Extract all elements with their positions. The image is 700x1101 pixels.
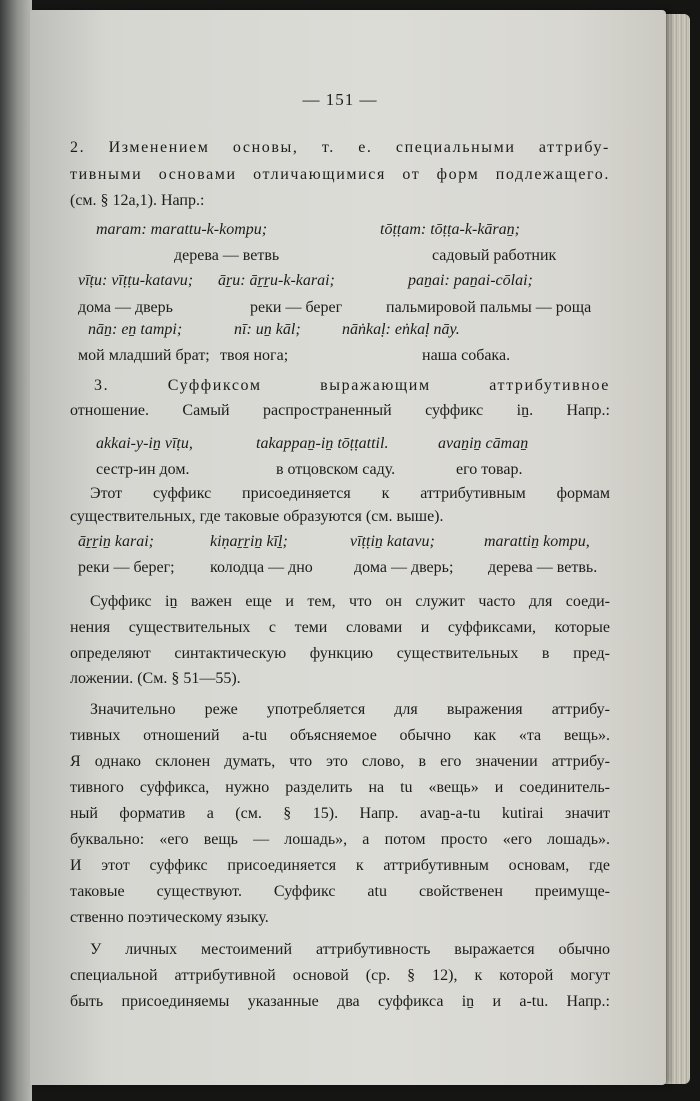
example-tamil: vīṭṭiṉ katavu; [350,533,435,550]
example-gloss: мой младший брат; [78,347,210,364]
example-gloss: твоя нога; [220,347,289,364]
paragraph-line: И этот суффикс присоединяется к аттрибутивным основам, где [70,857,610,874]
example-tamil: kiṇaṟṟiṉ kīḻ; [210,533,288,550]
example-tamil: paṉai: paṉai-cōlai; [408,272,533,289]
paragraph-line: У личных местоимений аттрибутивность выражается обычно [90,941,610,958]
example-gloss: реки — берег [250,299,343,316]
page-number: — 151 — [302,90,378,109]
section-3-note-2: существительных, где таковые образуются (см. выше). [70,508,444,525]
section-2-line-3: (см. § 12а,1). Напр.: [70,192,205,209]
example-tamil: tōṭṭam: tōṭṭa-k-kāraṉ; [380,221,520,238]
example-gloss: дерева — ветвь. [488,559,598,576]
example-gloss: садовый работник [432,247,557,264]
paragraph-line: нения существительных с теми словами и суффиксами, которые [70,619,610,636]
paragraph-line: Суффикс iṉ важен еще и тем, что он служит часто для соеди- [90,593,610,610]
section-2-line-1: 2. Изменением основы, т. е. специальными аттрибу- [70,139,610,156]
paragraph-line: тивных отношений a-tu объясняемое обычно как «та вещь». [70,727,610,744]
paragraph-line: тивного суффикса, нужно разделить на tu «вещь» и соединитель- [70,779,610,796]
paragraph-line: ственно поэтическому языку. [70,909,269,926]
example-tamil: nāṉ: eṉ tampi; [88,321,183,338]
example-tamil: maram: marattu-k-kompu; [96,221,268,238]
section-2-line-2: тивными основами отличающимися от форм подлежащего. [70,166,610,183]
example-gloss: в отцовском саду. [276,461,396,478]
example-tamil: āṟṟiṉ karai; [78,533,154,550]
example-gloss: дома — дверь; [354,559,454,576]
paragraph-line: быть присоединяемы указанные два суффикса iṉ и a-tu. Напр.: [70,993,610,1010]
left-page-edge [0,0,32,1101]
example-tamil: nāṅkaḷ: eṅkaḷ nāy. [342,321,460,338]
example-gloss: дерева — ветвь [174,247,280,264]
example-tamil: takappaṉ-iṉ tōṭṭattil. [256,435,389,452]
example-gloss: его товар. [456,461,523,478]
paragraph-line: таковые существуют. Суффикс atu свойственен преимуще- [70,883,610,900]
section-3-note-1: Этот суффикс присоединяется к аттрибутивным формам [90,485,610,502]
example-gloss: пальмировой пальмы — роща [386,299,592,316]
example-gloss: наша собака. [422,347,511,364]
example-tamil: vīṭu: vīṭṭu-katavu; [78,272,194,289]
section-3-line-1: 3. Суффиксом выражающим аттрибутивное [94,377,610,394]
paragraph-line: ный форматив a (см. § 15). Напр. avaṉ-a-tu kutirai значит [70,805,610,822]
paragraph-line: Я однако склонен думать, что это слово, в его значении аттрибу- [70,753,610,770]
example-tamil: nī: uṉ kāl; [234,321,301,338]
book-page [30,10,666,1085]
paragraph-line: специальной аттрибутивной основой (ср. § 12), к которой могут [70,967,610,984]
example-gloss: сестр-ин дом. [96,461,190,478]
example-tamil: akkai-y-iṉ vīṭu, [96,435,193,452]
paragraph-line: Значительно реже употребляется для выражения аттрибу- [90,701,610,718]
example-gloss: дома — дверь [78,299,173,316]
example-gloss: реки — берег; [78,559,175,576]
section-3-line-2: отношение. Самый распространенный суффикс iṉ. Напр.: [70,402,610,419]
example-tamil: āṟu: āṟṟu-k-karai; [218,272,335,289]
paragraph-line: ложении. (См. § 51—55). [70,670,241,687]
example-gloss: колодца — дно [210,559,313,576]
paragraph-line: буквально: «его вещь — лошадь», а потом просто «его лошадь». [70,831,610,848]
example-tamil: avaṉiṉ cāmaṉ [438,435,529,452]
paragraph-line: определяют синтактическую функцию существительных в пред- [70,645,610,662]
example-tamil: marattiṉ kompu, [484,533,590,550]
